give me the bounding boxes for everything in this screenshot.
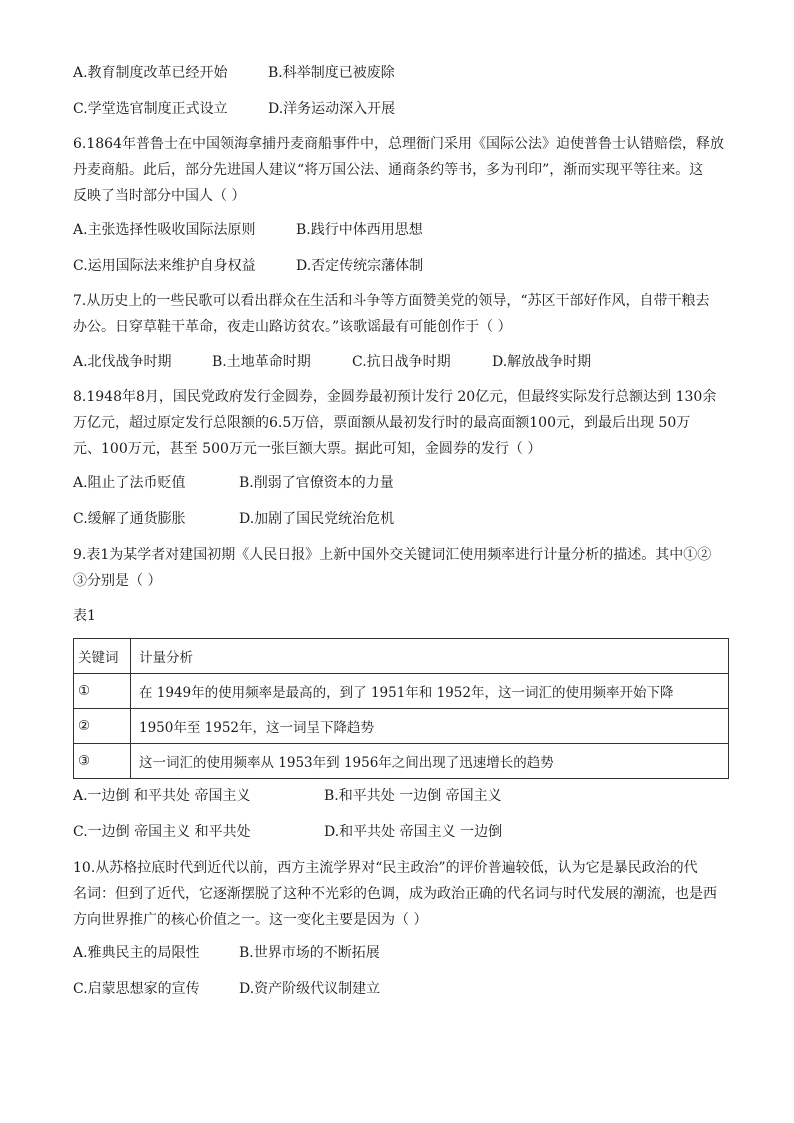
table-cell-keyword: ③	[74, 744, 131, 779]
q6-option-d: D.否定传统宗藩体制	[296, 258, 424, 274]
q7-stem-line: 7.从历史上的一些民歌可以看出群众在生活和斗争等方面赞美党的领导，“苏区干部好作风，自带干粮去	[73, 293, 710, 309]
q6-stem-line: 丹麦商船。此后，部分先进国人建议“将万国公法、通商条约等书，多为刊印”，渐而实现平等往来。这	[73, 162, 704, 178]
q9-option-c: C.一边倒 帝国主义 和平共处	[73, 824, 251, 840]
table-cell-analysis: 这一词汇的使用频率从 1953年到 1956年之间出现了迅速增长的趋势	[131, 744, 729, 779]
q10-stem-line: 名词：但到了近代，它逐渐摆脱了这种不光彩的色调，成为政治正确的代名词与时代发展的潮流，也是西	[73, 886, 717, 902]
q10-stem-line: 方向世界推广的核心价值之一。这一变化主要是因为（ ）	[73, 912, 428, 928]
q8-stem	[73, 384, 723, 462]
table-row	[74, 744, 729, 779]
q8-option-c: C.缓解了通货膨胀	[73, 511, 186, 527]
keyword-frequency-table	[73, 638, 729, 779]
q6-option-a: A.主张选择性吸收国际法原则	[73, 222, 256, 238]
table-cell-keyword: ②	[74, 709, 131, 744]
q7-option-b: B.土地革命时期	[212, 354, 311, 370]
q6-stem-line: 6.1864年普鲁士在中国领海拿捕丹麦商船事件中，总理衙门采用《国际公法》迫使普鲁士认错赔偿，释放	[73, 136, 724, 152]
q10-stem-line: 10.从苏格拉底时代到近代以前，西方主流学界对“民主政治”的评价普遍较低，认为它是暴民政治的代	[73, 860, 698, 876]
q9-option-b: B.和平共处 一边倒 帝国主义	[324, 788, 502, 804]
table-header-analysis: 计量分析	[131, 639, 729, 674]
q8-stem-line: 元、100万元，甚至 500万元一张巨额大票。据此可知，金圆券的发行（ ）	[73, 441, 542, 457]
q10-option-b: B.世界市场的不断拓展	[239, 945, 380, 961]
q9-stem-line: 9.表1为某学者对建国初期《人民日报》上新中国外交关键词汇使用频率进行计量分析的描述。其中①②	[73, 547, 712, 563]
table-cell-keyword: ①	[74, 674, 131, 709]
q6-option-c: C.运用国际法来维护自身权益	[73, 258, 256, 274]
q7-stem-line: 办公。日穿草鞋干革命，夜走山路访贫农。”该歌谣最有可能创作于（ ）	[73, 319, 512, 335]
q7-option-c: C.抗日战争时期	[352, 354, 451, 370]
table-row	[74, 709, 729, 744]
q5-option-a: A.教育制度改革已经开始	[73, 65, 228, 81]
q6-option-b: B.践行中体西用思想	[296, 222, 423, 238]
q5-option-c: C.学堂选官制度正式设立	[73, 101, 228, 117]
q5-option-d: D.洋务运动深入开展	[268, 101, 396, 117]
q10-option-c: C.启蒙思想家的宣传	[73, 981, 200, 997]
q8-stem-line: 万亿元，超过原定发行总限额的6.5万倍，票面额从最初发行时的最高面额100元，到最后出现 50万	[73, 415, 691, 431]
table-row	[74, 674, 729, 709]
q5-option-b: B.科举制度已被废除	[268, 65, 395, 81]
table-caption: 表1	[73, 608, 96, 624]
q10-option-d: D.资产阶级代议制建立	[239, 981, 381, 997]
q9-option-d: D.和平共处 帝国主义 一边倒	[324, 824, 503, 840]
q9-stem-line: ③分别是（ ）	[73, 573, 162, 589]
table-cell-analysis: 1950年至 1952年，这一词呈下降趋势	[131, 709, 729, 744]
table-header-row	[74, 639, 729, 674]
table-cell-analysis: 在 1949年的使用频率是最高的，到了 1951年和 1952年，这一词汇的使用频率开始下降	[131, 674, 729, 709]
q8-option-d: D.加剧了国民党统治危机	[239, 511, 395, 527]
q8-option-b: B.削弱了官僚资本的力量	[239, 475, 394, 491]
q10-option-a: A.雅典民主的局限性	[73, 945, 200, 961]
q6-stem-line: 反映了当时部分中国人（ ）	[73, 188, 246, 204]
q7-option-d: D.解放战争时期	[492, 354, 592, 370]
q8-option-a: A.阻止了法币贬值	[73, 475, 186, 491]
q9-option-a: A.一边倒 和平共处 帝国主义	[73, 788, 251, 804]
q10-stem	[73, 855, 723, 933]
q7-stem	[73, 288, 723, 340]
q9-stem	[73, 542, 723, 594]
q7-option-a: A.北伐战争时期	[73, 354, 172, 370]
q8-stem-line: 8.1948年8月，国民党政府发行金圆券，金圆券最初预计发行 20亿元，但最终实际发行总额达到 130余	[73, 389, 717, 405]
q6-stem	[73, 131, 723, 209]
table-header-keyword: 关键词	[74, 639, 131, 674]
